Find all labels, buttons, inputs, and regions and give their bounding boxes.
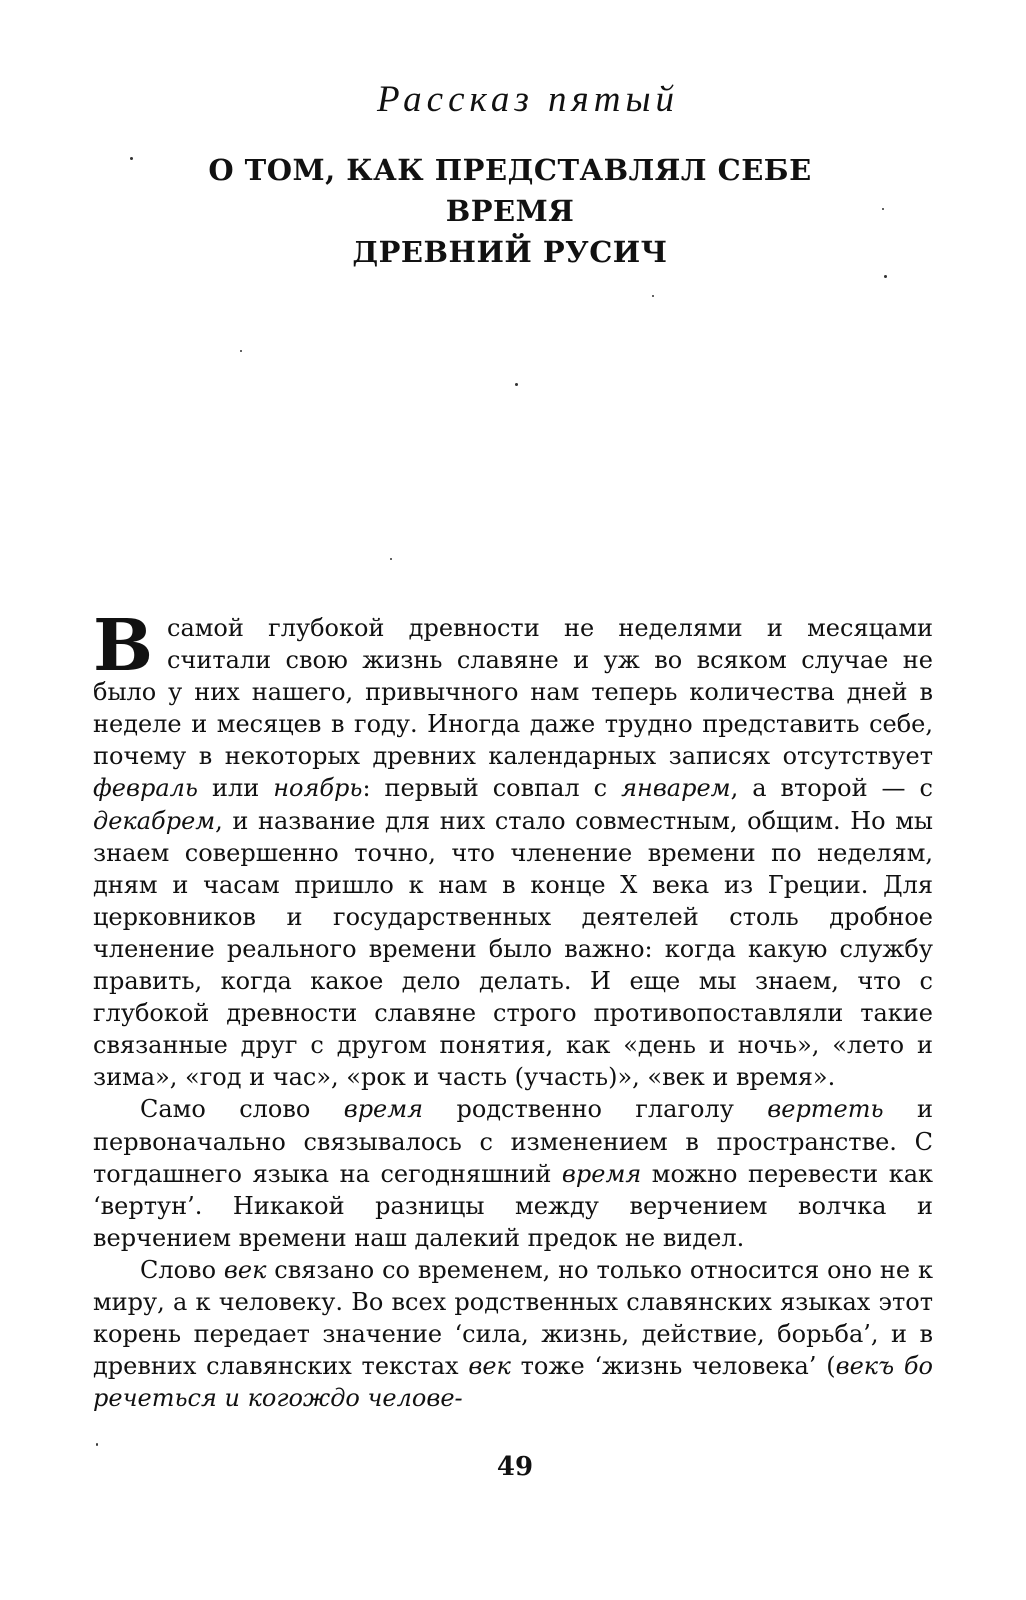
emphasis-word: век (468, 1352, 511, 1381)
story-label: Рассказ пятый (376, 79, 680, 120)
print-speck (884, 275, 887, 278)
paragraph-3-text: связано со временем, но только относится оно не к миру, а к человеку. Во всех родственных славянских языках этот корень передает значение ‘сила, жизнь, действие, борьба’, и в древних славянских текстах (93, 1255, 933, 1381)
body-text (93, 603, 934, 1414)
drop-cap: В (93, 603, 154, 687)
paragraph-1-text: , и название для них стало совместным, общим. Но мы знаем совершенно точно, что членение времени по неделям, дням и часам пришло к нам в конце X века из Греции. Для церковников и государственных деятелей столь дробное членение реального времени было важно: когда какую службу править, когда какое дело делать. И еще мы знаем, что с глубокой древности славяне строго противопоставляли такие связанные друг с другом понятия, как «день и ночь», «лето и зима», «год и час», «рок и часть (участь)», «век и время». (93, 806, 933, 1092)
paragraph-1-text: : первый совпал с (362, 774, 622, 803)
chapter-title-line-2: ДРЕВНИЙ РУСИЧ (352, 235, 668, 269)
print-speck (240, 350, 242, 352)
paragraph-2-text: и первоначально связывалось с изменением в пространстве. С тогдашнего языка на сегодняшний (93, 1095, 933, 1188)
paragraph-2-text: можно перевести как ‘вертун’. Никакой разницы между верчением волчка и верчением времени наш далекий предок не видел. (93, 1159, 934, 1252)
page-number: 49 (496, 1452, 534, 1482)
print-speck (390, 558, 392, 560)
paragraph-1 (93, 603, 934, 1093)
paragraph-2-text: Само слово (140, 1095, 344, 1124)
print-speck (96, 1443, 98, 1446)
chapter-title (140, 150, 880, 273)
print-speck (515, 383, 518, 386)
paragraph-3-text: тоже ‘жизнь человека’ ( (510, 1352, 836, 1381)
print-speck (130, 157, 133, 160)
paragraph-2-text: родственно глаголу (423, 1095, 768, 1124)
chapter-title-line-1: О ТОМ, КАК ПРЕДСТАВЛЯЛ СЕБЕ ВРЕМЯ (208, 153, 812, 228)
paragraph-1-text: , а второй — с (730, 774, 934, 803)
emphasis-word: январем (621, 774, 731, 803)
paragraph-1-text: самой глубокой древности не неделями и месяцами считали свою жизнь славяне и уж во всяком случае не было у них нашего, привычного нам теперь количества дней в неделе и месяцев в году. Иногда даже трудно представить себе, почему в некоторых древних календарных записях отсутствует (93, 614, 933, 771)
paragraph-3 (93, 1254, 933, 1414)
emphasis-word: векъ бо речеться и когождо челове- (93, 1352, 933, 1413)
paragraph-1-text: или (197, 774, 274, 803)
emphasis-word: время (561, 1159, 642, 1188)
paragraph-2 (93, 1093, 933, 1253)
emphasis-word: время (343, 1095, 424, 1124)
emphasis-word: ноябрь (273, 774, 363, 803)
print-speck (652, 295, 654, 297)
print-speck (882, 208, 884, 210)
emphasis-word: век (223, 1255, 267, 1284)
emphasis-word: вертеть (767, 1095, 884, 1124)
paragraph-3-text: Слово (140, 1255, 224, 1284)
emphasis-word: февраль (93, 774, 198, 803)
emphasis-word: декабрем (93, 806, 216, 835)
